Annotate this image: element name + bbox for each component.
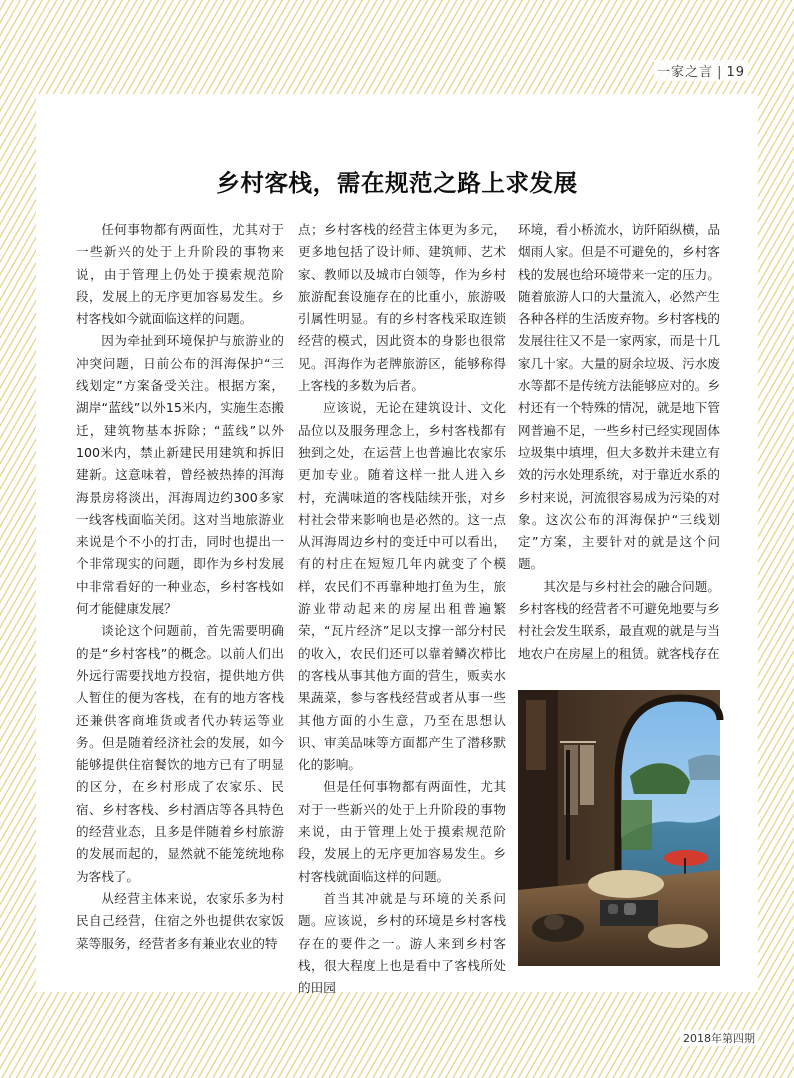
paragraph: 因为牵扯到环境保护与旅游业的冲突问题，日前公布的洱海保护“三线划定”方案备受关注。根据方案，湖岸“蓝线”以外15米内，实施生态搬迁，建筑物基本拆除；“蓝线”以外100米内，禁止新建民用建筑和拆旧建新。这意味着，曾经被热捧的洱海海景房将淡出，洱海周边约300多家一线客栈面临关闭。这对当地旅游业来说是个不小的打击，同时也提出一个非常现实的问题，即作为乡村发展中非常看好的一种业态，乡村客栈如何才能健康发展？	[76, 333, 284, 617]
text-column-3	[518, 219, 720, 659]
paragraph-continued: 环境，看小桥流水，访阡陌纵横，品烟雨人家。但是不可避免的，乡村客栈的发展也给环境带来一定的压力。随着旅游人口的大量流入，必然产生各种各样的生活废弃物。乡村客栈的发展往往又不是一家两家，而是十几家几十家。大量的厨余垃圾、污水废水等都不是传统方法能够应对的。乡村还有一个特殊的情况，就是地下管网普遍不足，一些乡村已经实现固体垃圾集中填埋，但大多数并未建立有效的污水处理系统，对于靠近水系的乡村来说，河流很容易成为污染的对象。这次公布的洱海保护“三线划定”方案，主要针对的就是这个问题。	[518, 222, 720, 572]
paragraph: 从经营主体来说，农家乐多为村民自己经营，住宿之外也提供农家饭菜等服务，经营者多有兼业农业的特	[76, 890, 284, 951]
paragraph-continued: 点；乡村客栈的经营主体更为多元，更多地包括了设计师、建筑师、艺术家、教师以及城市白领等，作为乡村旅游配套设施存在的比重小，旅游吸引属性明显。有的乡村客栈采取连锁经营的模式，因此资本的身影也很常见。洱海作为老牌旅游区，能够称得上客栈的多数为后者。	[298, 222, 506, 394]
header-divider: |	[717, 65, 723, 80]
section-name: 一家之言	[657, 65, 714, 80]
article-title: 乡村客栈，需在规范之路上求发展	[216, 168, 578, 197]
text-column-1	[76, 219, 284, 979]
paragraph: 首当其冲就是与环境的关系问题。应该说，乡村的环境是乡村客栈存在的要件之一。游人来到乡村客栈，很大程度上也是看中了客栈所处的田园	[298, 890, 506, 996]
page-header	[654, 60, 748, 81]
text-column-2	[298, 219, 506, 996]
paragraph: 任何事物都有两面性，尤其对于一些新兴的处于上升阶段的事物来说，由于管理上仍处于摸索规范阶段，发展上的无序更加容易发生。乡村客栈如今就面临这样的问题。	[76, 222, 284, 327]
issue-footer: 2018年第四期	[680, 1030, 758, 1046]
paragraph: 应该说，无论在建筑设计、文化品位以及服务理念上，乡村客栈都有独到之处，在运营上也普遍比农家乐更加专业。随着这样一批人进入乡村，充满味道的客栈陆续开张，对乡村社会带来影响也是必然的。这一点从洱海周边乡村的变迁中可以看出，有的村庄在短短几年内就变了个模样，农民们不再靠种地打鱼为生，旅游业带动起来的房屋出租普遍繁荣，“瓦片经济”足以支撑一部分村民的收入，农民们还可以靠着鳞次栉比的客栈从事其他方面的营生，贩卖水果蔬菜，参与客栈经营或者从事一些其他方面的小生意，乃至在思想认识、审美品味等方面都产生了潜移默化的影响。	[298, 400, 506, 773]
paragraph: 但是任何事物都有两面性，尤其对于一些新兴的处于上升阶段的事物来说，由于管理上处于摸索规范阶段，发展上的无序更加容易发生。乡村客栈就面临这样的问题。	[298, 779, 506, 884]
paragraph: 其次是与乡村社会的融合问题。乡村客栈的经营者不可避免地要与乡村社会发生联系，最直观的就是与当地农户在房屋上的租赁。就客栈存在	[518, 578, 720, 661]
page-number: 19	[726, 65, 745, 80]
paragraph: 谈论这个问题前，首先需要明确的是“乡村客栈”的概念。以前人们出外远行需要找地方投宿，提供地方供人暂住的便为客栈，在有的地方客栈还兼供客商堆货或者代办转运等业务。但是随着经济社会的发展，如今能够提供住宿餐饮的地方已有了明显的区分，在乡村形成了农家乐、民宿、乡村客栈、乡村酒店等各具特色的经营业态，且多是伴随着乡村旅游的发展而起的，显然就不能笼统地称为客栈了。	[76, 623, 284, 884]
inn-interior-photo	[518, 690, 720, 966]
